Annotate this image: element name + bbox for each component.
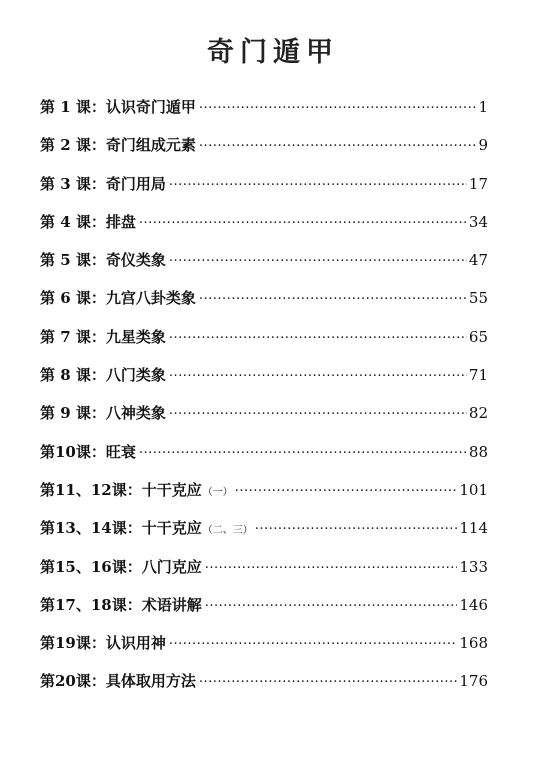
dot-leader: [169, 403, 467, 418]
toc-entry-page: 71: [468, 366, 488, 385]
table-of-contents: [40, 96, 488, 709]
toc-entry-page: 82: [468, 404, 488, 423]
toc-entry-page: 133: [459, 557, 488, 576]
toc-entry-page: 146: [459, 595, 488, 614]
dot-leader: [169, 327, 467, 342]
toc-entry-label: 第 8 课：八门类象: [40, 366, 166, 385]
toc-entry: [40, 594, 488, 632]
toc-entry-page: 176: [459, 672, 488, 691]
toc-entry: [40, 517, 488, 555]
toc-entry-label: 第 2 课：奇门组成元素: [40, 136, 196, 155]
toc-entry-label: 第 3 课：奇门用局: [40, 174, 166, 193]
toc-entry-label: 第11、12课：十干克应: [40, 480, 202, 499]
dot-leader: [199, 135, 477, 150]
dot-leader: [169, 365, 467, 380]
toc-entry-label: 第 6 课：九宫八卦类象: [40, 289, 196, 308]
toc-entry: [40, 326, 488, 364]
toc-entry-page: 17: [468, 174, 488, 193]
toc-entry: [40, 670, 488, 708]
toc-entry-page: 101: [459, 480, 488, 499]
toc-entry-page: 9: [478, 136, 488, 155]
toc-entry: [40, 96, 488, 134]
dot-leader: [205, 595, 458, 610]
dot-leader: [199, 97, 477, 112]
dot-leader: [235, 480, 458, 495]
dot-leader: [199, 288, 467, 303]
dot-leader: [169, 633, 457, 648]
toc-entry-page: 47: [468, 251, 488, 270]
toc-entry-label: 第 4 课：排盘: [40, 212, 136, 231]
toc-entry-page: 1: [478, 98, 488, 116]
toc-entry-note: （一）: [202, 486, 233, 498]
dot-leader: [255, 518, 458, 533]
toc-entry-label: 第13、14课：十干克应: [40, 519, 202, 538]
dot-leader: [169, 250, 467, 265]
toc-entry: [40, 556, 488, 594]
dot-leader: [139, 442, 467, 457]
toc-entry: [40, 287, 488, 325]
toc-entry: [40, 134, 488, 172]
toc-entry-label: 第 1 课：认识奇门遁甲: [40, 98, 196, 116]
toc-entry: [40, 364, 488, 402]
toc-entry-page: 34: [468, 212, 488, 231]
toc-entry-label: 第 7 课：九星类象: [40, 327, 166, 346]
toc-entry-label: 第20课：具体取用方法: [40, 672, 196, 691]
dot-leader: [169, 174, 467, 189]
dot-leader: [139, 212, 467, 227]
toc-entry: [40, 632, 488, 670]
toc-entry: [40, 479, 488, 517]
toc-entry-label: 第17、18课：术语讲解: [40, 595, 202, 614]
toc-entry-page: 168: [459, 634, 488, 653]
toc-entry-page: 114: [459, 519, 488, 538]
toc-entry: [40, 211, 488, 249]
toc-entry-label: 第15、16课：八门克应: [40, 557, 202, 576]
toc-entry-page: 88: [468, 442, 488, 461]
toc-entry: [40, 173, 488, 211]
toc-entry-label: 第10课：旺衰: [40, 442, 136, 461]
toc-entry-page: 65: [468, 327, 488, 346]
toc-entry-label: 第 9 课：八神类象: [40, 404, 166, 423]
page-title: 奇门遁甲: [207, 37, 339, 68]
toc-entry: [40, 402, 488, 440]
toc-entry-note: （二、三）: [202, 525, 253, 537]
dot-leader: [205, 557, 458, 572]
toc-entry-page: 55: [468, 289, 488, 308]
toc-entry: [40, 249, 488, 287]
toc-entry-label: 第19课：认识用神: [40, 634, 166, 653]
dot-leader: [199, 671, 457, 686]
toc-entry-label: 第 5 课：奇仪类象: [40, 251, 166, 270]
toc-entry: [40, 441, 488, 479]
